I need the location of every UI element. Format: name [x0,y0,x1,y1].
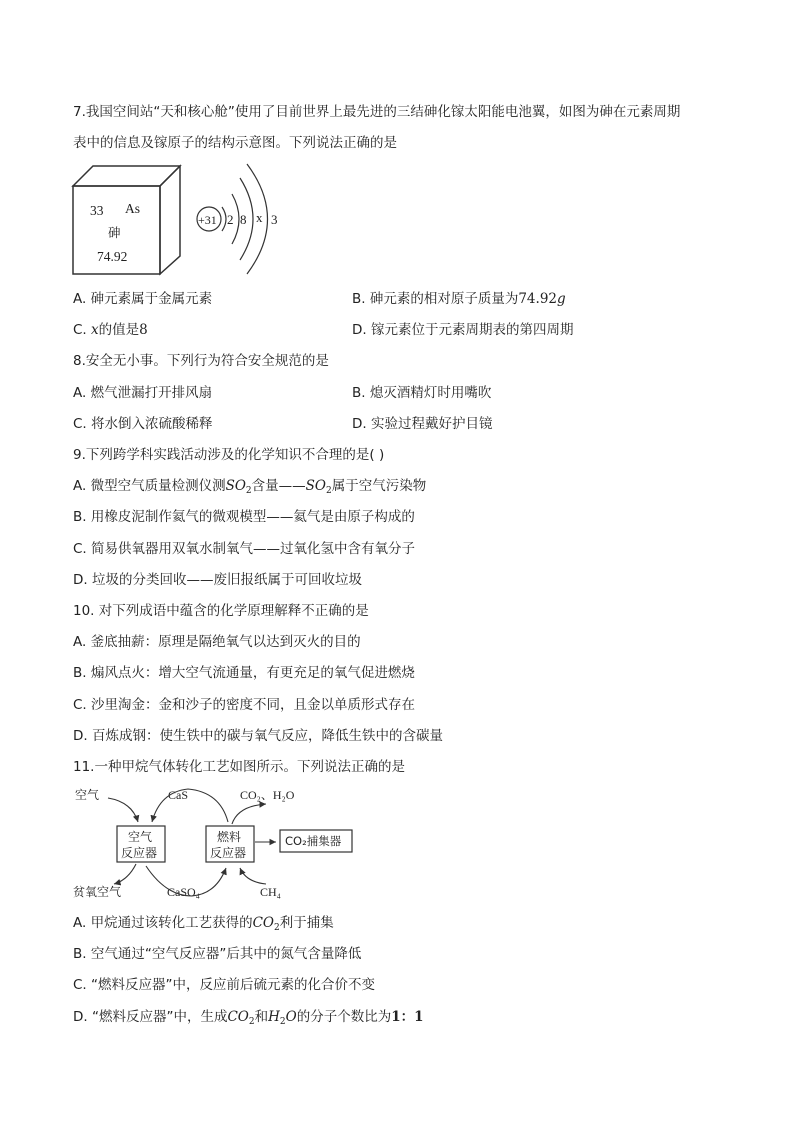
ch4-arrow [240,868,266,884]
caso4-label: CaSO₄ [167,885,200,899]
shell-3-electrons: x [256,210,263,225]
q7-option-a: A. 砷元素属于金属元素 [73,291,213,307]
q9-option-a: A. 微型空气质量检测仪测$SO_2$含量$——SO_2$属于空气污染物 [73,478,427,496]
air-reactor-label-2: 反应器 [121,846,158,860]
q9-option-b: B. 用橡皮泥制作氦气的微观模型——氦气是由原子构成的 [73,509,415,525]
q11-stem: 11.一种甲烷气体转化工艺如图所示。下列说法正确的是 [73,759,405,775]
q11-process-diagram [70,784,370,906]
q9-option-d: D. 垃圾的分类回收——废旧报纸属于可回收垃圾 [73,572,362,588]
q10-stem: 10. 对下列成语中蕴含的化学原理解释不正确的是 [73,603,369,619]
shell-4-electrons: 3 [271,212,278,227]
air-reactor-label-1: 空气 [128,830,153,844]
atom-structure-diagram [197,164,278,274]
co2-h2o-label: CO₂、H₂O [240,788,295,802]
q11-option-a: A. 甲烷通过该转化工艺获得的$CO_2$利于捕集 [73,915,334,933]
q8-stem: 8.安全无小事。下列行为符合安全规范的是 [73,353,329,369]
q10-option-c: C. 沙里淘金：金和沙子的密度不同，且金以单质形式存在 [73,697,416,713]
depleted-air-arrow [114,864,136,884]
q10-option-d: D. 百炼成钢：使生铁中的碳与氧气反应，降低生铁中的含碳量 [73,728,443,744]
shell-2-electrons: 8 [240,212,247,227]
q11-option-d: D. “燃料反应器”中，生成$CO_2$和$H_2O$的分子个数比为1：1 [73,1009,424,1027]
q10-option-b: B. 煽风点火：增大空气流通量，有更充足的氧气促进燃烧 [73,665,415,681]
element-mass: 74.92 [97,249,128,264]
q7-stem-line1: 7.我国空间站“天和核心舱”使用了目前世界上最先进的三结砷化镓太阳能电池翼，如图为砷在元素周期 [73,104,681,120]
q11-option-b: B. 空气通过“空气反应器”后其中的氮气含量降低 [73,946,362,962]
q8-option-a: A. 燃气泄漏打开排风扇 [73,385,213,401]
q7-figure [70,162,300,282]
q8-option-b: B. 熄灭酒精灯时用嘴吹 [352,385,492,401]
cas-label: CaS [168,788,189,802]
air-input-label: 空气 [75,788,100,802]
q11-option-c: C. “燃料反应器”中，反应前后硫元素的化合价不变 [73,977,375,993]
air-in-arrow [108,798,138,822]
q7-option-b: B. 砷元素的相对原子质量为74.92g [352,291,566,307]
q10-option-a: A. 釜底抽薪：原理是隔绝氧气以达到灭火的目的 [73,634,361,650]
element-symbol: As [125,201,141,216]
element-number: 33 [90,203,104,218]
q7-option-c: C. x的值是8 [73,322,148,338]
shell-1-electrons: 2 [227,212,234,227]
depleted-air-label: 贫氧空气 [73,885,122,899]
q8-option-d: D. 实验过程戴好护目镜 [352,416,493,432]
q9-stem: 9.下列跨学科实践活动涉及的化学知识不合理的是( ) [73,447,385,463]
q8-option-c: C. 将水倒入浓硫酸稀释 [73,416,213,432]
cas-arrow [152,789,228,822]
q7-option-d: D. 镓元素位于元素周期表的第四周期 [352,322,574,338]
fuel-reactor-label-2: 反应器 [210,846,247,860]
q9-option-c: C. 简易供氧器用双氧水制氧气——过氧化氢中含有氧分子 [73,541,416,557]
q7-stem-line2: 表中的信息及镓原子的结构示意图。下列说法正确的是 [73,135,397,151]
fuel-reactor-label-1: 燃料 [217,830,242,844]
ch4-label: CH₄ [260,885,281,899]
co2-h2o-arrow [232,804,266,824]
element-name: 砷 [108,225,121,240]
nucleus-charge: +31 [198,213,217,227]
co2-capture-label: CO₂捕集器 [285,834,342,848]
